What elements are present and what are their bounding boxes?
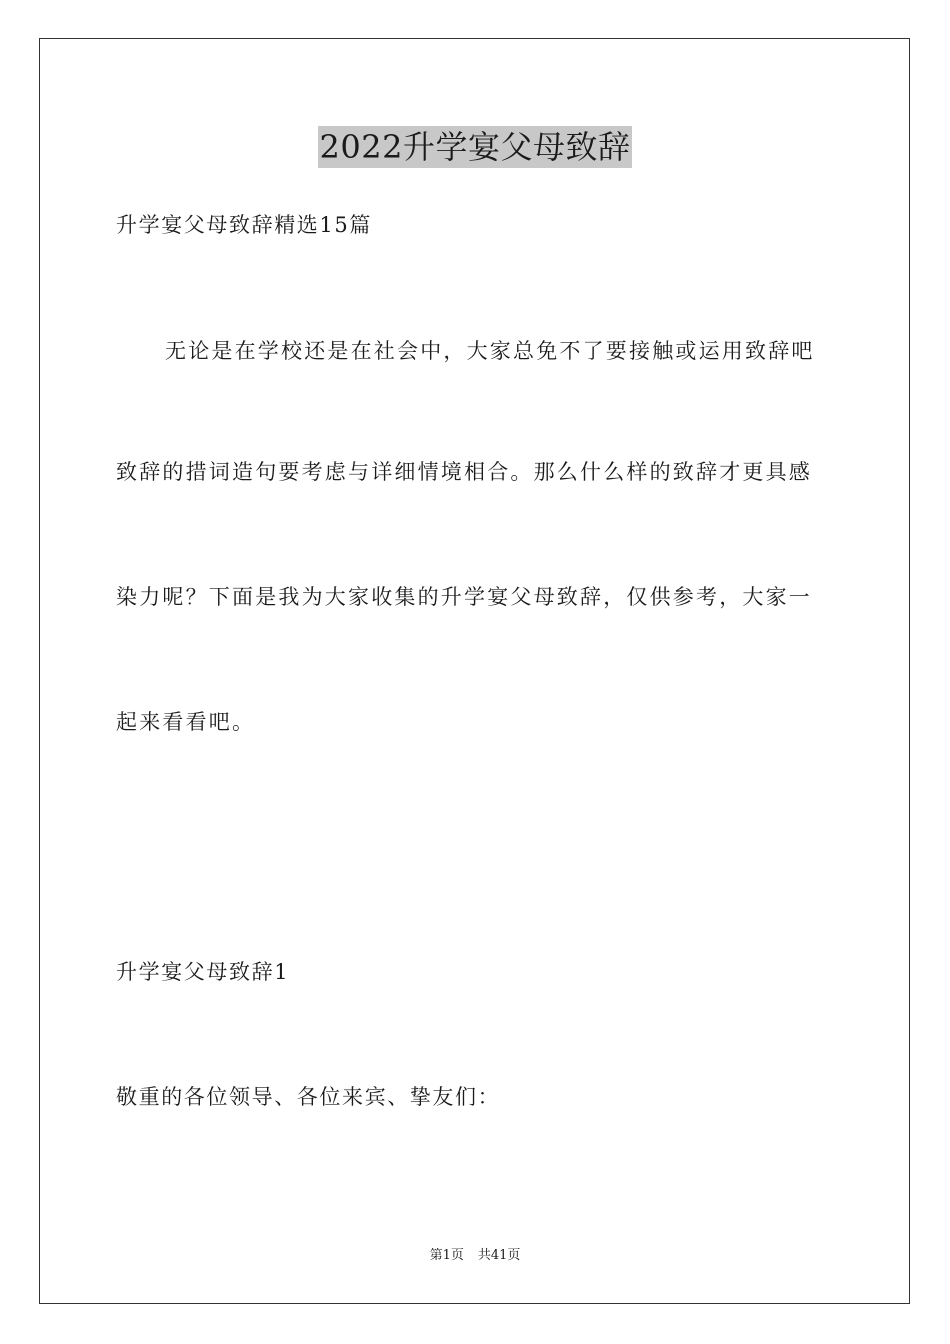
intro-line-3: 染力呢？下面是我为大家收集的升学宴父母致辞，仅供参考，大家一 [116, 585, 812, 609]
section-heading: 升学宴父母致辞1 [116, 960, 290, 984]
intro-line-1: 无论是在学校还是在社会中，大家总免不了要接触或运用致辞吧 [165, 339, 815, 363]
intro-line-4: 起来看看吧。 [116, 710, 256, 734]
page-number: 第1页 [429, 1248, 464, 1263]
intro-line-2: 致辞的措词造句要考虑与详细情境相合。那么什么样的致辞才更具感 [116, 460, 812, 484]
title-container [0, 126, 950, 168]
document-subtitle: 升学宴父母致辞精选15篇 [116, 213, 372, 237]
page-footer [0, 1246, 950, 1266]
greeting-line: 敬重的各位领导、各位来宾、挚友们： [116, 1085, 501, 1109]
document-title: 2022升学宴父母致辞 [319, 128, 631, 166]
page-total: 共41页 [477, 1248, 521, 1263]
